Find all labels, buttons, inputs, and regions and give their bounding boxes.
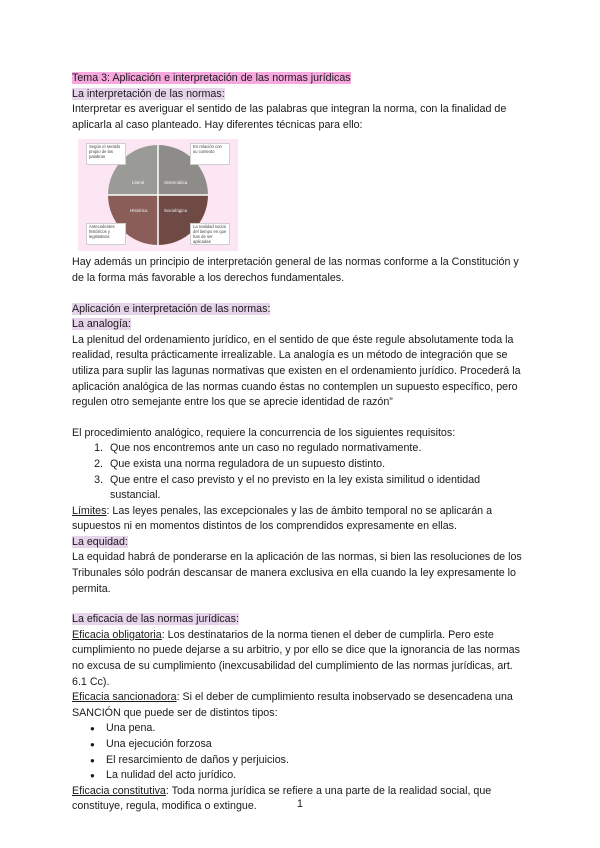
section-heading-eficacia: La eficacia de las normas jurídicas:	[72, 613, 239, 626]
eficacia-obligatoria-paragraph	[72, 628, 528, 690]
requisitos-list	[72, 441, 528, 503]
quadrant-literal: Literal	[132, 180, 145, 186]
list-item: 2. Que exista una norma reguladora de un supuesto distinto.	[106, 457, 528, 473]
interpretation-techniques-diagram	[78, 139, 238, 251]
eficacia-sancionadora-paragraph	[72, 690, 528, 721]
technique-box-sistematica: En relación con su contexto	[190, 143, 230, 165]
document-page	[72, 71, 528, 815]
eficacia-sancionadora-text: : Si el deber de cumplimiento resulta inobservado se desencadena una SANCIÓN que puede ser de distintos tipos:	[72, 691, 513, 719]
document-title: Tema 3: Aplicación e interpretación de las normas jurídicas	[72, 72, 351, 84]
analogia-text: La plenitud del ordenamiento jurídico, en el sentido de que éste regule absolutamente toda la realidad, resulta prácticamente irrealizable. La analogía es un método de integración que se utiliza para suplir las lagunas normativas que existen en el ordenamiento jurídico. Procederá la aplicación analógica de las normas cuando éstas no contemplen un supuesto específico, pero regulen otro semejante entre los que se aprecie identidad de razón”	[72, 333, 521, 409]
list-item: ● El resarcimiento de daños y perjuicios.	[106, 753, 528, 769]
list-item: 3. Que entre el caso previsto y el no previsto en la ley exista similitud o identidad sustancial.	[106, 473, 528, 504]
subheading-analogia: La analogía:	[72, 318, 131, 331]
interpretacion-intro: Interpretar es averiguar el sentido de las palabras que integran la norma, con la finalidad de aplicarla al caso planteado. Hay diferentes técnicas para ello:	[72, 103, 507, 131]
list-item: ● Una pena.	[106, 721, 528, 737]
technique-box-literal: Según el sentido propio de las palabras	[86, 143, 126, 165]
list-item: ● La nulidad del acto jurídico.	[106, 768, 528, 784]
section-heading-aplicacion: Aplicación e interpretación de las normas:	[72, 302, 271, 315]
eficacia-obligatoria-text: : Los destinatarios de la norma tienen el deber de cumplirla. Pero este cumplimiento no puede dejarse a su arbitrio, y por ello se dice que la ignorancia de las normas no excusa de su cumplimiento (inexcusabilidad del cumplimiento de las normas jurídicas, art. 6.1 Cc).	[72, 628, 520, 688]
interpretacion-closing: Hay además un principio de interpretación general de las normas conforme a la Constitución y de la forma más favorable a los derechos fundamentales.	[72, 256, 519, 284]
limites-text: : Las leyes penales, las excepcionales y las de ámbito temporal no se aplicarán a supuestos ni en momentos distintos de los comprendidos expresamente en ellas.	[72, 504, 493, 533]
eficacia-constitutiva-label: Eficacia constitutiva	[72, 784, 166, 797]
technique-box-sociologica: La realidad social del tiempo en que han de ser aplicadas	[190, 223, 230, 245]
eficacia-obligatoria-label: Eficacia obligatoria	[72, 628, 162, 641]
quadrant-historica: Histórica	[130, 208, 148, 214]
list-item: 1. Que nos encontremos ante un caso no regulado normativamente.	[106, 441, 528, 457]
quadrant-sistematica: Sistemática	[164, 180, 188, 186]
technique-box-historica: Antecedentes históricos y legislativos	[86, 223, 126, 245]
page-number: 1	[297, 798, 303, 810]
list-item: ● Una ejecución forzosa	[106, 737, 528, 753]
sanciones-list	[72, 721, 528, 783]
eficacia-constitutiva-text: : Toda norma jurídica se refiere a una parte de la realidad social, que constituye, regula, modifica o extingue.	[72, 784, 492, 813]
equidad-text: La equidad habrá de ponderarse en la aplicación de las normas, si bien las resoluciones de los Tribunales sólo podrán descansar de manera exclusiva en ella cuando la ley expresamente lo permita.	[72, 551, 522, 595]
limites-paragraph	[72, 504, 528, 535]
section-heading-interpretacion: La interpretación de las normas:	[72, 87, 225, 100]
eficacia-sancionadora-label: Eficacia sancionadora	[72, 691, 177, 704]
limites-label: Límites	[72, 504, 107, 517]
requisitos-intro: El procedimiento analógico, requiere la concurrencia de los siguientes requisitos:	[72, 426, 456, 439]
quadrant-sociologica: Sociológica	[164, 208, 188, 214]
subheading-equidad: La equidad:	[72, 535, 128, 548]
